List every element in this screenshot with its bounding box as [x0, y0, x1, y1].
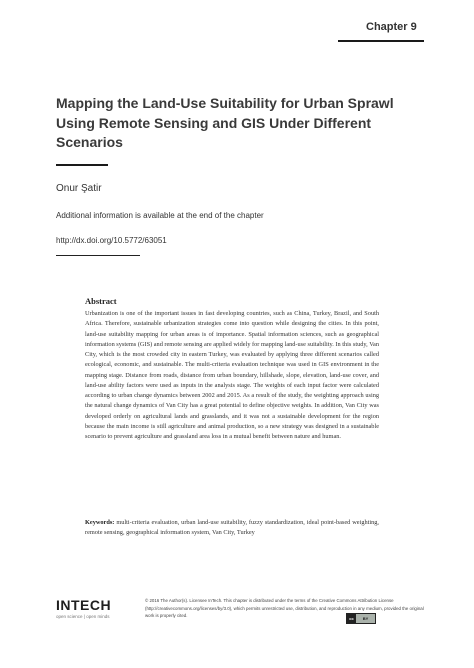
keywords-text: multi-criteria evaluation, urban land-use suitability, fuzzy standardization, ideal point-based weighting, remote sensing, geographical information system, Van City, Turkey: [85, 519, 380, 537]
chapter-label: Chapter 9: [366, 21, 417, 33]
intech-tagline: open science | open minds: [56, 614, 110, 619]
abstract-body: Urbanization is one of the important issues in fast developing countries, such as China, Turkey, Brazil, and South Africa. Therefore, sustainable urbanization strategies come into question while designing the cities. In this point, land-use suitability mapping for urban areas is of importance. Spatial information sciences, such as geographical information systems (GIS) and remote sensing are applied widely for mapping land-use suitability. In this study, Van City, which is the most crowded city in eastern Turkey, was evaluated by applying three different scenarios called ecological, economic, and sustainable. The multi-criteria evaluation technique was used in GIS environment in the mapping stage. Distance from roads, distance from urban boundary, hillshade, slope, elevation, land-use cover, and land-use ability factors were used as inputs in the analysis stage. The weights of each input factor were calculated according to urban change dynamics between 2002 and 2015. As a result of the study, the weighting approach using the natural change dynamics of Van City has a great potential to define objective weights. In addition, Van City was developed orderly on agricultural lands and grasslands, and it was not a sustainable development for the region because the main income is still agriculture and animal production, so a new strategy was designed in a sustainable scenario to prevent agriculture and grassland area loss in a mutual benefit between nature and human.: [85, 310, 379, 440]
license-text: © 2016 The Author(s). Licensee InTech. This chapter is distributed under the terms of the Creative Commons Attribution License (http://creativecommons.org/licenses/by/3.0), which permits unrestricted use, distribution, and reproduction in any medium, provided the original work is properly cited.: [145, 598, 424, 619]
doi-link[interactable]: http://dx.doi.org/10.5772/63051: [56, 236, 167, 245]
abstract-heading: Abstract: [85, 296, 117, 306]
chapter-divider: [338, 40, 424, 42]
keywords-section: [85, 518, 379, 539]
by-icon: BY: [362, 616, 369, 621]
cc-icon: cc: [347, 614, 356, 623]
cc-by-license-badge: [346, 613, 376, 624]
chapter-title: Mapping the Land-Use Suitability for Urban Sprawl Using Remote Sensing and GIS Under Different Scenarios: [56, 95, 394, 150]
title-divider: [56, 164, 108, 166]
additional-info: Additional information is available at the end of the chapter: [56, 211, 264, 220]
keywords-label: Keywords:: [85, 519, 115, 526]
doi-divider: [56, 255, 140, 256]
intech-logo: INTECH: [56, 597, 112, 613]
author-name: Onur Şatir: [56, 183, 102, 194]
